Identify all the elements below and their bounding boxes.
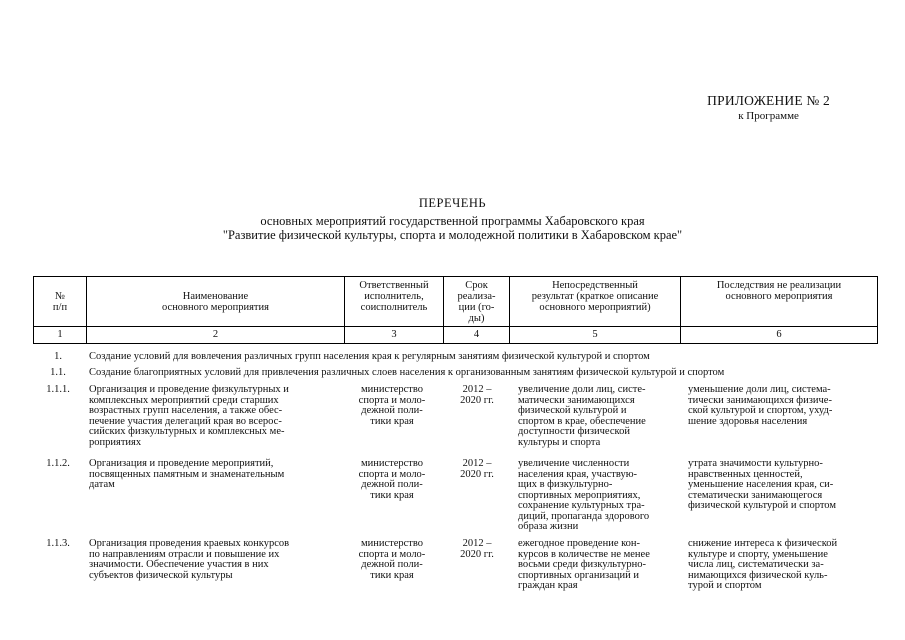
term: 2012 – 2020 гг. xyxy=(460,458,494,480)
header-consequences: Последствия не реализации основного мероприятия xyxy=(681,277,878,327)
executor: министерство спорта и моло- дежной поли- тики края xyxy=(358,384,426,427)
column-number-1: 1 xyxy=(34,327,87,344)
column-number-2: 2 xyxy=(87,327,345,344)
activities-table-header xyxy=(33,276,878,344)
executor: министерство спорта и моло- дежной поли- тики края xyxy=(358,538,426,581)
row-number: 1.1.1. xyxy=(46,384,70,395)
document-subtitle xyxy=(0,214,905,242)
appendix-subtitle: к Программе xyxy=(738,110,799,122)
section-title: Создание условий для вовлечения различных групп населения края к регулярным занятиям физической культурой и спортом xyxy=(89,351,650,362)
executor: министерство спорта и моло- дежной поли- тики края xyxy=(358,458,426,501)
direct-result: увеличение доли лиц, систе- матически занимающихся физической культурой и спортом в крае, обеспечение доступности физической культуры и спорта xyxy=(518,384,646,448)
row-number: 1.1.3. xyxy=(46,538,70,549)
appendix-title: ПРИЛОЖЕНИЕ № 2 xyxy=(707,93,830,108)
column-number-6: 6 xyxy=(681,327,878,344)
document-title: ПЕРЕЧЕНЬ xyxy=(418,196,487,210)
appendix-block xyxy=(707,94,830,123)
consequences: утрата значимости культурно- нравственных ценностей, уменьшение населения края, си- стематически занимающегося физической культурой и спортом xyxy=(688,458,836,511)
header-term: Срок реализа- ции (го- ды) xyxy=(444,277,510,327)
document-subtitle-line-1: основных мероприятий государственной программы Хабаровского края xyxy=(260,214,645,228)
row-number: 1.1.2. xyxy=(46,458,70,469)
document-subtitle-line-2: "Развитие физической культуры, спорта и молодежной политики в Хабаровском крае" xyxy=(222,228,683,242)
consequences: снижение интереса к физической культуре и спорту, уменьшение числа лиц, систематически за- нимающихся физической куль- турой и спортом xyxy=(688,538,838,591)
subsection-title: Создание благоприятных условий для привлечения различных слоев населения к организованным занятиям физической культурой и спортом xyxy=(89,367,725,378)
column-number-4: 4 xyxy=(444,327,510,344)
term: 2012 – 2020 гг. xyxy=(460,384,494,406)
document-title-block xyxy=(0,196,905,211)
header-number: № п/п xyxy=(34,277,87,327)
term: 2012 – 2020 гг. xyxy=(460,538,494,560)
direct-result: увеличение численности населения края, участвую- щих в физкультурно- спортивных мероприятиях, сохранение культурных тра- диций, пропаганда здорового образа жизни xyxy=(518,458,650,532)
column-number-3: 3 xyxy=(345,327,444,344)
header-name: Наименование основного мероприятия xyxy=(87,277,345,327)
activity-name: Организация и проведение физкультурных и комплексных мероприятий среди старших возрастных групп населения, а также обес- печение участия делегаций края во всерос- сийских физкультурных и комплексных ме- роприятиях xyxy=(89,384,289,448)
section-number: 1. xyxy=(54,351,62,362)
header-result: Непосредственный результат (краткое описание основного мероприятий) xyxy=(510,277,681,327)
subsection-number: 1.1. xyxy=(50,367,66,378)
column-number-5: 5 xyxy=(510,327,681,344)
consequences: уменьшение доли лиц, система- тически занимающихся физиче- ской культурой и спортом, ухуд- шение здоровья населения xyxy=(688,384,833,427)
activity-name: Организация и проведение мероприятий, посвященных памятным и знаменательным датам xyxy=(89,458,285,490)
activity-name: Организация проведения краевых конкурсов по направлениям отрасли и повышение их значимости. Обеспечение участия в них субъектов физической культуры xyxy=(89,538,290,581)
header-executor: Ответственный исполнитель, соисполнитель xyxy=(345,277,444,327)
direct-result: ежегодное проведение кон- курсов в количестве не менее восьми среди физкультурно- спортивных организаций и граждан края xyxy=(518,538,650,591)
